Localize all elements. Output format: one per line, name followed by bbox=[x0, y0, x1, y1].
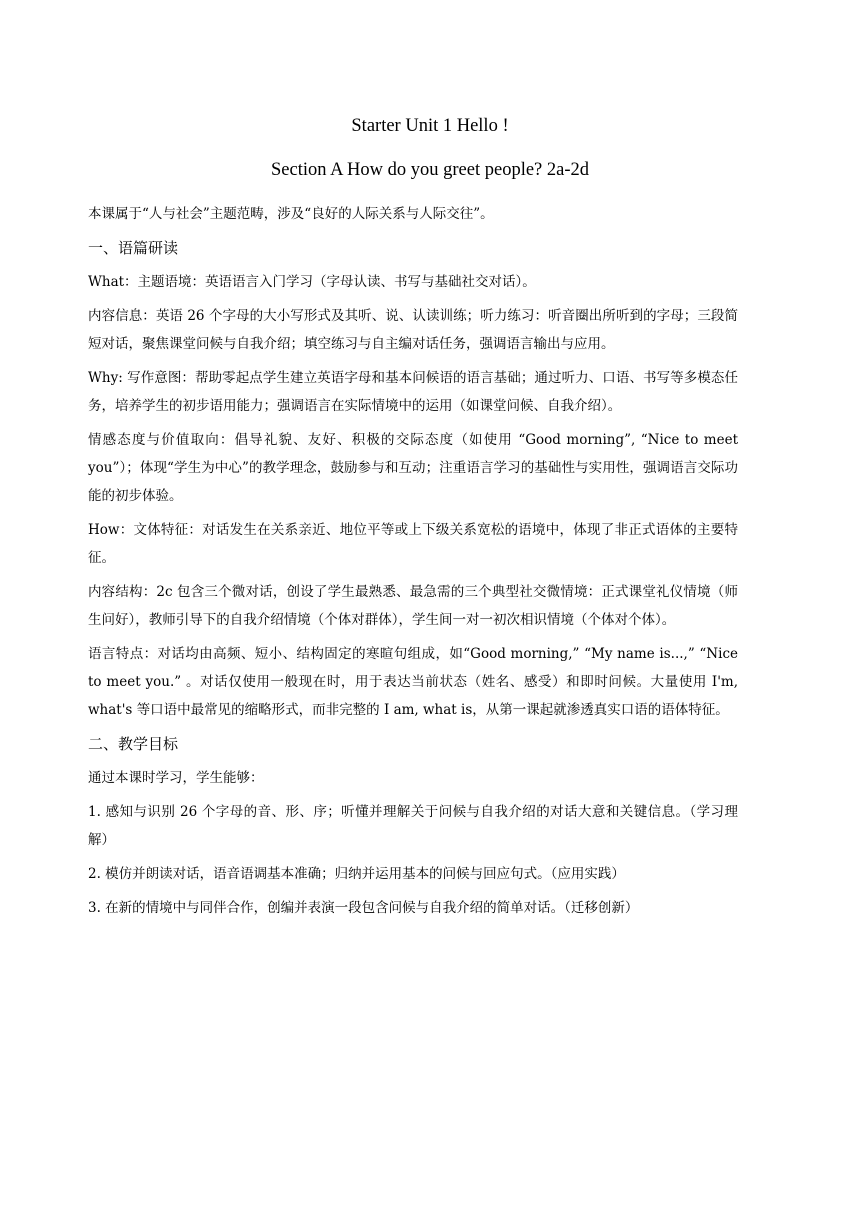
goal-item-1: 1. 感知与识别 26 个字母的音、形、序；听懂并理解关于问候与自我介绍的对话大意和关键信息。（学习理解） bbox=[88, 804, 738, 848]
goals-intro-paragraph: 通过本课时学习，学生能够： bbox=[88, 770, 264, 786]
attitude-paragraph: 情感态度与价值取向：倡导礼貌、友好、积极的交际态度（如使用 “Good morning”, “Nice to meet you”）；体现“学生为中心”的教学理念，鼓励参与和互动；注重语言学习的基础性与实用性，强调语言交际功能的初步体验。 bbox=[88, 432, 738, 504]
structure-paragraph: 内容结构：2c 包含三个微对话，创设了学生最熟悉、最急需的三个典型社交微情境：正式课堂礼仪情境（师生问好），教师引导下的自我介绍情境（个体对群体），学生间一对一初次相识情境（个体对个体）。 bbox=[88, 584, 738, 628]
how-paragraph: How：文体特征：对话发生在关系亲近、地位平等或上下级关系宽松的语境中，体现了非正式语体的主要特征。 bbox=[88, 522, 738, 566]
section-heading-text-analysis: 一、语篇研读 bbox=[88, 239, 179, 257]
intro-paragraph: 本课属于“人与社会”主题范畴，涉及“良好的人际关系与人际交往”。 bbox=[88, 206, 494, 222]
content-info-paragraph: 内容信息：英语 26 个字母的大小写形式及其听、说、认读训练；听力练习：听音圈出所听到的字母；三段简短对话，聚焦课堂问候与自我介绍；填空练习与自主编对话任务，强调语言输出与应用。 bbox=[88, 308, 738, 352]
document-subtitle: Section A How do you greet people? 2a-2d bbox=[270, 160, 590, 180]
section-heading-teaching-goals: 二、教学目标 bbox=[88, 735, 179, 753]
goal-item-3: 3. 在新的情境中与同伴合作，创编并表演一段包含问候与自我介绍的简单对话。（迁移创新） bbox=[88, 900, 639, 916]
what-paragraph: What：主题语境：英语语言入门学习（字母认读、书写与基础社交对话）。 bbox=[88, 274, 536, 290]
document-body bbox=[88, 200, 738, 928]
goal-item-2: 2. 模仿并朗读对话，语音语调基本准确；归纳并运用基本的问候与回应句式。（应用实践） bbox=[88, 866, 625, 882]
document-title: Starter Unit 1 Hello ! bbox=[351, 116, 509, 136]
language-features-paragraph: 语言特点：对话均由高频、短小、结构固定的寒暄句组成，如“Good morning,” “My name is...,” “Nice to meet you.” 。对话仅使用一般现在时，用于表达当前状态（姓名、感受）和即时问候。大量使用 I'm, what's 等口语中最常见的缩略形式，而非完整的 I am, what is，从第一课起就渗透真实口语的语体特征。 bbox=[88, 646, 738, 718]
why-paragraph: Why: 写作意图：帮助零起点学生建立英语字母和基本问候语的语言基础；通过听力、口语、书写等多模态任务，培养学生的初步语用能力；强调语言在实际情境中的运用（如课堂问候、自我介绍）。 bbox=[88, 370, 738, 414]
